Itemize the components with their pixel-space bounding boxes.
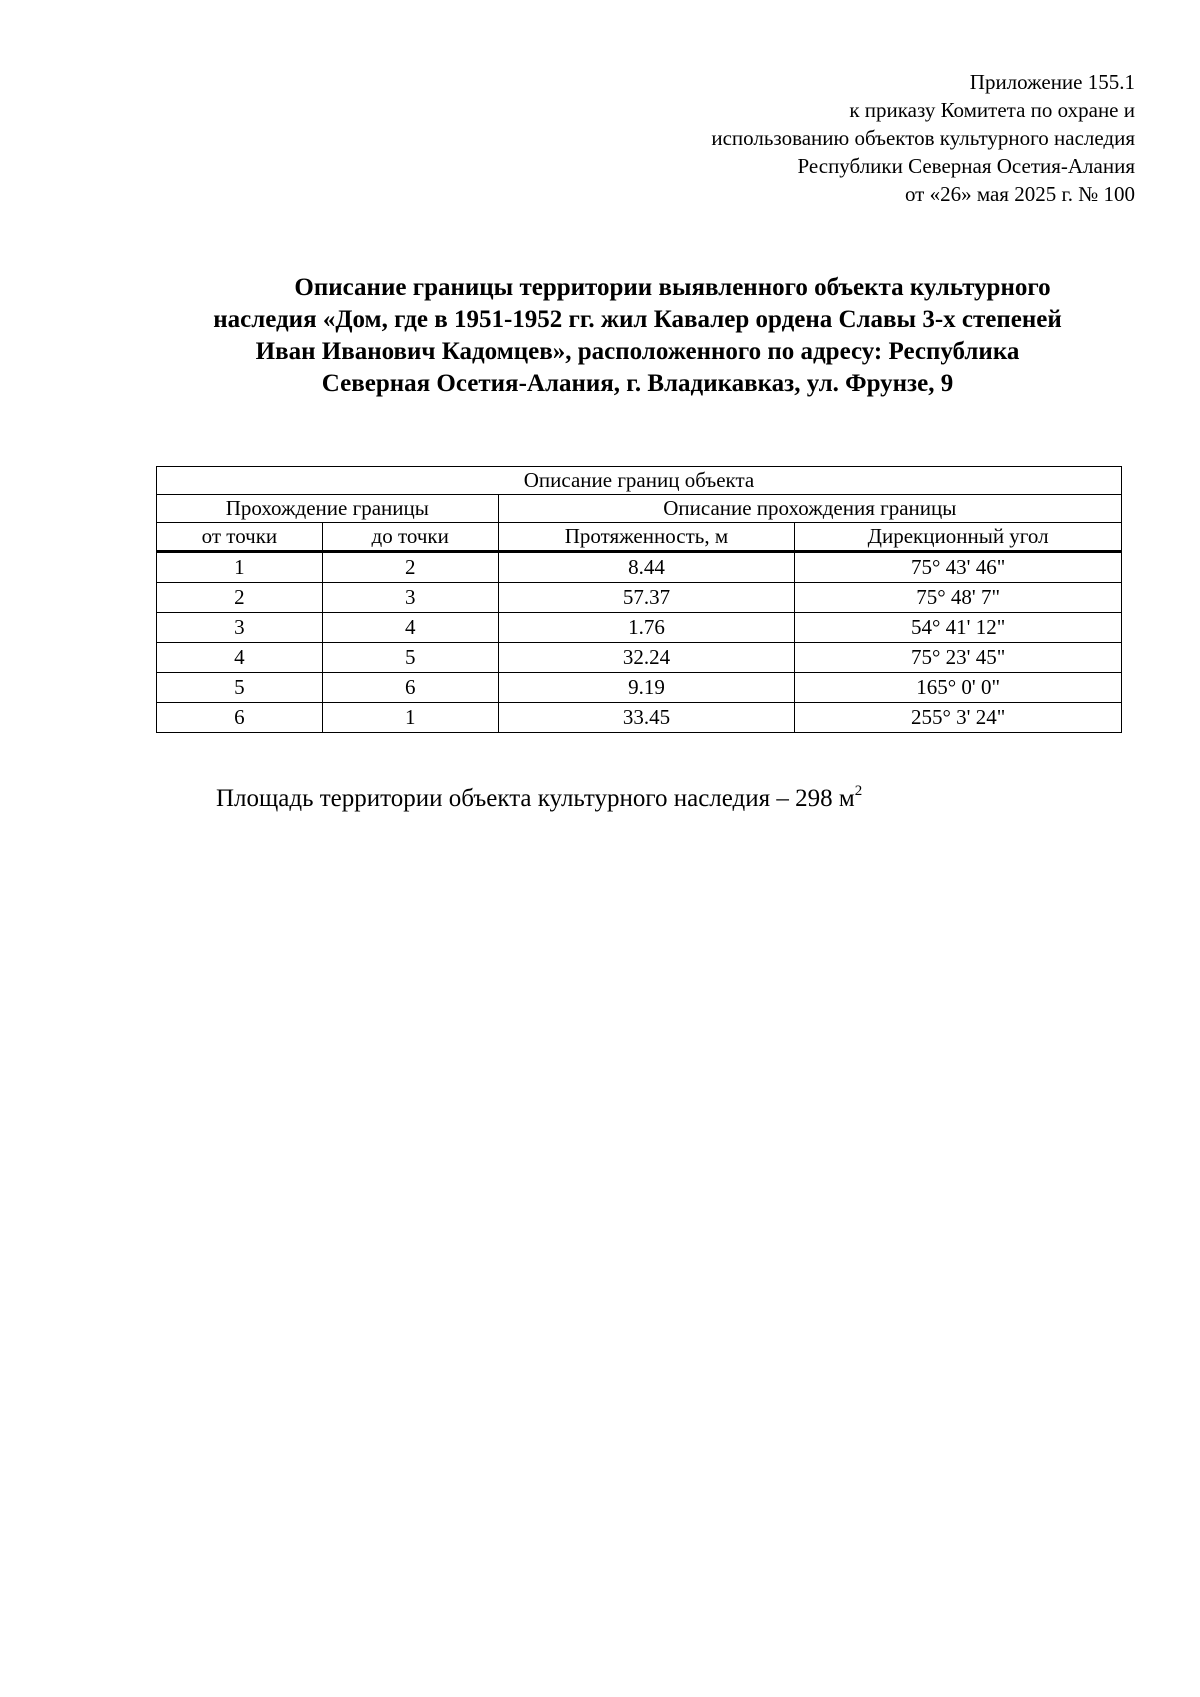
table-caption: Описание границ объекта [157, 467, 1122, 495]
column-header-to-point: до точки [322, 523, 498, 552]
appendix-block [435, 68, 1135, 208]
cell-direction-angle: 165° 0' 0" [795, 673, 1122, 703]
cell-from-point: 3 [157, 613, 323, 643]
document-title [150, 272, 1125, 400]
table-caption-row [157, 467, 1122, 495]
title-line: наследия «Дом, где в 1951-1952 гг. жил Кавалер ордена Славы 3-х степеней [213, 306, 1062, 333]
table-row [157, 583, 1122, 613]
appendix-line: к приказу Комитета по охране и [849, 98, 1135, 122]
appendix-line: от «26» мая 2025 г. № 100 [904, 182, 1135, 206]
area-statement [216, 783, 862, 815]
cell-length: 1.76 [498, 613, 795, 643]
table-group-header-row [157, 495, 1122, 523]
appendix-line: Республики Северная Осетия-Алания [797, 154, 1135, 178]
boundary-table [156, 466, 1122, 733]
table-row [157, 643, 1122, 673]
cell-direction-angle: 75° 23' 45" [795, 643, 1122, 673]
column-header-from-point: от точки [157, 523, 323, 552]
table-row [157, 703, 1122, 733]
group-header-passage: Прохождение границы [157, 495, 499, 523]
table-column-header-row [157, 523, 1122, 552]
table-row [157, 613, 1122, 643]
cell-length: 33.45 [498, 703, 795, 733]
cell-to-point: 6 [322, 673, 498, 703]
column-header-length: Протяженность, м [498, 523, 795, 552]
area-unit-superscript: 2 [854, 783, 863, 799]
appendix-line: Приложение 155.1 [969, 70, 1135, 94]
cell-to-point: 5 [322, 643, 498, 673]
cell-direction-angle: 75° 48' 7" [795, 583, 1122, 613]
cell-length: 32.24 [498, 643, 795, 673]
cell-from-point: 1 [157, 552, 323, 583]
table-row [157, 552, 1122, 583]
cell-from-point: 5 [157, 673, 323, 703]
cell-to-point: 1 [322, 703, 498, 733]
cell-from-point: 2 [157, 583, 323, 613]
cell-length: 9.19 [498, 673, 795, 703]
title-line: Описание границы территории выявленного объекта культурного [294, 274, 1051, 301]
cell-direction-angle: 255° 3' 24" [795, 703, 1122, 733]
title-line: Иван Иванович Кадомцев», расположенного по адресу: Республика [255, 338, 1020, 365]
cell-direction-angle: 54° 41' 12" [795, 613, 1122, 643]
title-line: Северная Осетия-Алания, г. Владикавказ, ул. Фрунзе, 9 [321, 370, 954, 397]
table-row [157, 673, 1122, 703]
cell-to-point: 2 [322, 552, 498, 583]
column-header-direction-angle: Дирекционный угол [795, 523, 1122, 552]
area-text: Площадь территории объекта культурного наследия – 298 м [216, 785, 855, 812]
appendix-line: использованию объектов культурного наследия [711, 126, 1135, 150]
cell-from-point: 4 [157, 643, 323, 673]
cell-from-point: 6 [157, 703, 323, 733]
cell-direction-angle: 75° 43' 46" [795, 552, 1122, 583]
group-header-description: Описание прохождения границы [498, 495, 1121, 523]
cell-to-point: 4 [322, 613, 498, 643]
cell-to-point: 3 [322, 583, 498, 613]
cell-length: 57.37 [498, 583, 795, 613]
cell-length: 8.44 [498, 552, 795, 583]
